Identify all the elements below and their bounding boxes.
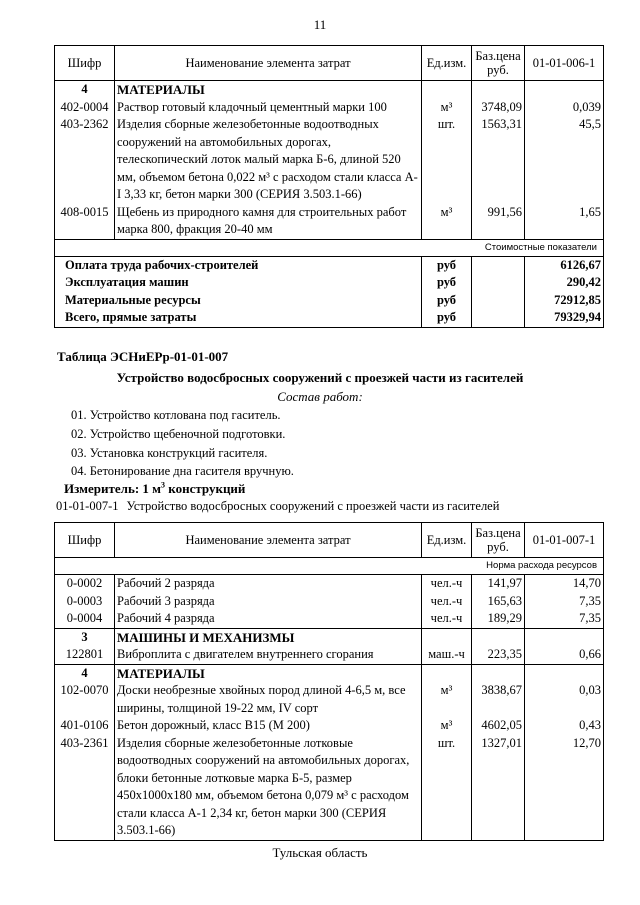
row-price: 165,63	[472, 593, 525, 611]
table-row	[55, 593, 604, 611]
header-code: Шифр	[55, 46, 115, 81]
header-norm: 01-01-007-1	[525, 523, 604, 558]
row-price: 991,56	[472, 204, 525, 240]
row-code: 102-0070	[55, 682, 115, 717]
measure-unit	[64, 481, 245, 497]
total-value: 72912,85	[525, 292, 604, 310]
row-price: 141,97	[472, 575, 525, 593]
group-row-machines	[55, 628, 604, 646]
header-name: Наименование элемента затрат	[115, 523, 422, 558]
measure-sup: 3	[161, 480, 166, 490]
total-unit: руб	[422, 274, 472, 292]
row-name: Бетон дорожный, класс B15 (М 200)	[115, 717, 422, 735]
row-norm: 1,65	[525, 204, 604, 240]
group-code: 3	[55, 628, 115, 646]
table-row	[55, 717, 604, 735]
row-code: 0-0002	[55, 575, 115, 593]
row-norm: 45,5	[525, 116, 604, 204]
section-heading: Устройство водосбросных сооружений с проезжей части из гасителей	[116, 370, 524, 385]
row-norm: 0,43	[525, 717, 604, 735]
table-header-row	[55, 523, 604, 558]
row-code: 408-0015	[55, 204, 115, 240]
work-item: 01. Устройство котлована под гаситель.	[71, 408, 281, 422]
total-label: Всего, прямые затраты	[55, 309, 422, 327]
row-name: Рабочий 4 разряда	[115, 610, 422, 628]
table-row	[55, 682, 604, 717]
total-value: 79329,94	[525, 309, 604, 327]
work-item: 03. Установка конструкций гасителя.	[71, 446, 268, 460]
row-name: Раствор готовый кладочный цементный марки 100	[115, 99, 422, 117]
group-name: МАТЕРИАЛЫ	[115, 664, 422, 682]
row-norm: 0,03	[525, 682, 604, 717]
norm-name: Устройство водосбросных сооружений с проезжей части из гасителей	[126, 499, 500, 513]
table-row	[55, 735, 604, 841]
header-price: Баз.цена руб.	[472, 523, 525, 558]
norm-code: 01-01-007-1	[56, 499, 119, 513]
row-unit: чел.-ч	[422, 593, 472, 611]
row-code: 122801	[55, 646, 115, 664]
group-name: МАТЕРИАЛЫ	[115, 81, 422, 99]
row-code: 0-0003	[55, 593, 115, 611]
total-unit: руб	[422, 292, 472, 310]
group-row-materials	[55, 664, 604, 682]
row-code: 402-0004	[55, 99, 115, 117]
norm-header-row	[55, 558, 604, 575]
row-price: 1327,01	[472, 735, 525, 841]
total-unit: руб	[422, 309, 472, 327]
cost-indicators-header	[55, 239, 604, 256]
page-footer: Тульская область	[272, 845, 368, 860]
group-row-materials	[55, 81, 604, 99]
group-name: МАШИНЫ И МЕХАНИЗМЫ	[115, 628, 422, 646]
row-norm: 7,35	[525, 610, 604, 628]
header-code: Шифр	[55, 523, 115, 558]
header-norm: 01-01-006-1	[525, 46, 604, 81]
row-unit: шт.	[422, 116, 472, 204]
group-code: 4	[55, 81, 115, 99]
row-name: Рабочий 3 разряда	[115, 593, 422, 611]
total-row	[55, 274, 604, 292]
row-unit: м³	[422, 682, 472, 717]
table-row	[55, 116, 604, 204]
row-unit: чел.-ч	[422, 610, 472, 628]
works-label: Состав работ:	[277, 389, 363, 404]
header-unit: Ед.изм.	[422, 46, 472, 81]
total-row	[55, 309, 604, 327]
row-unit: маш.-ч	[422, 646, 472, 664]
row-name: Доски необрезные хвойных пород длиной 4-6,5 м, все ширины, толщиной 19-22 мм, IV сорт	[115, 682, 422, 717]
row-code: 403-2362	[55, 116, 115, 204]
measure-suffix: конструкций	[165, 481, 246, 496]
header-unit: Ед.изм.	[422, 523, 472, 558]
table-row	[55, 204, 604, 240]
work-item: 04. Бетонирование дна гасителя вручную.	[71, 464, 294, 478]
row-name: Изделия сборные железобетонные лотковые водоотводных сооружений на автомобильных дорогах, блоки бетонные лотковые марка Б-5, размер 450х1000х180 мм, объемом бетона 0,079 м³ с расходом стали класса А-1 2,34 кг, бетон марки 300 (СЕРИЯ 3.503.1-66)	[115, 735, 422, 841]
total-row	[55, 256, 604, 274]
total-label: Оплата труда рабочих-строителей	[55, 256, 422, 274]
row-name: Виброплита с двигателем внутреннего сгорания	[115, 646, 422, 664]
row-norm: 14,70	[525, 575, 604, 593]
total-label: Материальные ресурсы	[55, 292, 422, 310]
row-price: 223,35	[472, 646, 525, 664]
work-item: 02. Устройство щебеночной подготовки.	[71, 427, 286, 441]
row-norm: 0,039	[525, 99, 604, 117]
resource-table-01-01-007	[54, 522, 604, 841]
table-row	[55, 575, 604, 593]
row-name: Щебень из природного камня для строительных работ марка 800, фракция 20-40 мм	[115, 204, 422, 240]
row-code: 401-0106	[55, 717, 115, 735]
norm-line	[56, 499, 499, 514]
row-unit: м³	[422, 99, 472, 117]
row-norm: 12,70	[525, 735, 604, 841]
row-unit: чел.-ч	[422, 575, 472, 593]
resource-table-01-01-006	[54, 45, 604, 328]
row-price: 3748,09	[472, 99, 525, 117]
row-unit: шт.	[422, 735, 472, 841]
group-code: 4	[55, 664, 115, 682]
row-price: 1563,31	[472, 116, 525, 204]
row-code: 0-0004	[55, 610, 115, 628]
table-row	[55, 610, 604, 628]
row-price: 4602,05	[472, 717, 525, 735]
total-label: Эксплуатация машин	[55, 274, 422, 292]
total-row	[55, 292, 604, 310]
header-price: Баз.цена руб.	[472, 46, 525, 81]
row-price: 3838,67	[472, 682, 525, 717]
row-code: 403-2361	[55, 735, 115, 841]
row-unit: м³	[422, 717, 472, 735]
row-name: Изделия сборные железобетонные водоотводных сооружений на автомобильных дорогах, телескопический лоток малый марка Б-6, длиной 520 мм, объемом бетона 0,022 м³ с расходом стали класса А-I 3,33 кг, бетон марки 300 (СЕРИЯ 3.503.1-66)	[115, 116, 422, 204]
header-name: Наименование элемента затрат	[115, 46, 422, 81]
row-unit: м³	[422, 204, 472, 240]
total-value: 6126,67	[525, 256, 604, 274]
row-price: 189,29	[472, 610, 525, 628]
row-norm: 0,66	[525, 646, 604, 664]
row-norm: 7,35	[525, 593, 604, 611]
cost-header-label: Стоимостные показатели	[55, 239, 604, 256]
total-value: 290,42	[525, 274, 604, 292]
table-row	[55, 99, 604, 117]
measure-prefix: Измеритель: 1 м	[64, 481, 162, 496]
table-row	[55, 646, 604, 664]
row-name: Рабочий 2 разряда	[115, 575, 422, 593]
page-number: 11	[313, 17, 327, 32]
table-title: Таблица ЭСНиЕРр-01-01-007	[57, 349, 229, 364]
total-unit: руб	[422, 256, 472, 274]
norm-header-label: Норма расхода ресурсов	[55, 558, 604, 575]
table-header-row	[55, 46, 604, 81]
